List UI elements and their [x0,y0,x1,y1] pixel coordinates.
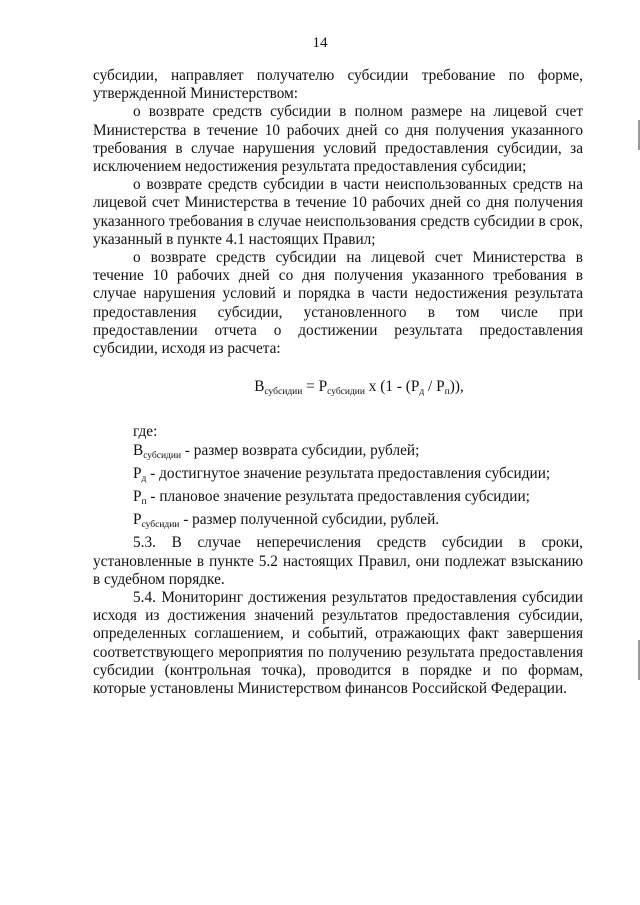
page-number: 14 [312,35,328,51]
definition-item [93,442,583,465]
formula-n-sub: п [444,387,450,398]
definition-symbol: Р [133,488,142,506]
definition-subscript: субсидии [143,450,182,461]
definition-item [93,465,583,488]
paragraph-intro: субсидии, направляет получателю субсидии требование по форме, утвержденной Министерством: [93,67,583,103]
paragraph-result-return: о возврате средств субсидии на лицевой счет Министерства в течение 10 рабочих дней со дня получения указанного требования в случае нарушения условий и порядка в части недостижения результата предоставления субсидии, установленного в том числе при предоставлении отчета о достижении результата предоставления субсидии, исходя из расчета: [93,249,583,358]
formula-p-sub: субсидии [327,387,365,398]
where-label: где: [133,423,158,441]
definition-text: - размер возврата субсидии, рублей; [181,441,420,459]
definition-subscript: п [141,497,147,508]
definition-subscript: д [141,473,147,484]
formula-end: )), [449,378,464,396]
definition-text: - плановое значение результата предоставления субсидии; [146,488,530,506]
paragraph-unused-return: о возврате средств субсидии в части неиспользованных средств на лицевой счет Министерства в течение 10 рабочих дней со дня получения указанного требования в случае неиспользования средств субсидии в срок, указанный в пункте 4.1 настоящих Правил; [93,176,583,248]
definition-text: - достигнутое значение результата предоставления субсидии; [146,464,551,482]
document-body [93,67,583,698]
definition-item [93,511,583,534]
formula-lhs: В [254,378,265,396]
definition-item [93,488,583,511]
formula-d-sub: д [419,387,425,398]
return-formula [93,378,583,401]
formula-eq: = Р [302,378,328,396]
formula-lhs-sub: субсидии [264,387,303,398]
definition-text: - размер полученной субсидии, рублей. [179,511,440,529]
definition-symbol: Р [133,464,142,482]
paragraph-5-4: 5.4. Мониторинг достижения результатов предоставления субсидии исходя из достижения значений результатов предоставления субсидии, определенных соглашением, и событий, отражающих факт завершения соответствующего мероприятия по получению результата предоставления субсидии (контрольная точка), проводится в порядке и по формам, которые установлены Министерством финансов Российской Федерации. [93,589,583,698]
definition-symbol: В [133,441,144,459]
formula-slash: / Р [424,378,445,396]
formula-mid: х (1 - (Р [364,378,420,396]
definition-subscript: субсидии [141,520,180,531]
paragraph-5-3: 5.3. В случае неперечисления средств субсидии в сроки, установленные в пункте 5.2 настоящих Правил, они подлежат взысканию в судебном порядке. [93,534,583,588]
paragraph-full-return: о возврате средств субсидии в полном размере на лицевой счет Министерства в течение 10 рабочих дней со дня получения указанного требования в случае нарушения условий предоставления субсидии, за исключением недостижения результата предоставления субсидии; [93,103,583,176]
definition-symbol: Р [133,511,142,529]
